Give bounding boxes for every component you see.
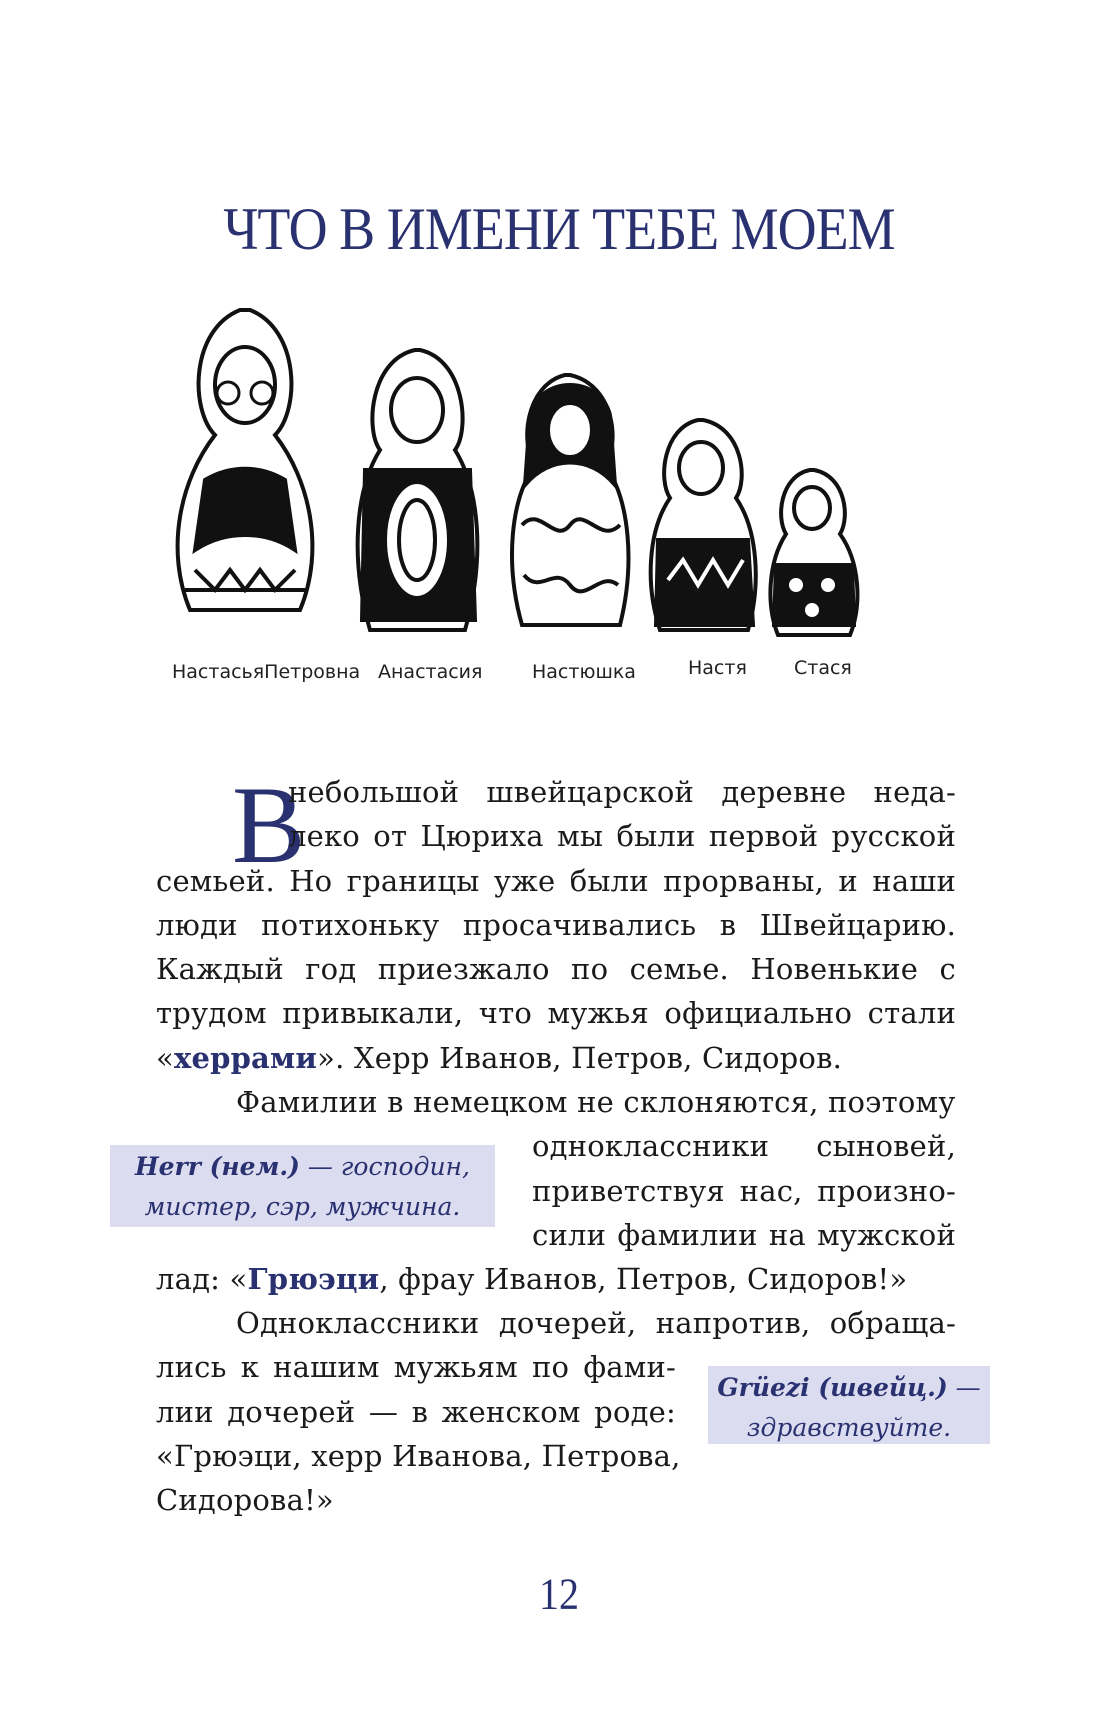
text-line: сили фамилии на мужской bbox=[532, 1217, 956, 1252]
matryoshka-illustration bbox=[170, 290, 950, 750]
text-line: лись к нашим мужьям по фами- bbox=[156, 1350, 676, 1385]
sidenote-herr: Herr (нем.) — господин, мистер, сэр, мужчина. bbox=[110, 1145, 495, 1227]
sidenote-gruezi: Grüezi (швейц.) — здравствуйте. bbox=[708, 1366, 990, 1444]
doll-nastya bbox=[651, 420, 756, 630]
sidenote-term: Herr (нем.) bbox=[135, 1152, 300, 1181]
glossary-term: Грюэци bbox=[247, 1262, 380, 1297]
text-line: Фамилии в немецком не склоняются, поэтому bbox=[236, 1085, 956, 1119]
text-line: «херрами». Херр Иванов, Петров, Сидоров. bbox=[156, 1040, 843, 1075]
text-line: лии дочерей — в женском роде: bbox=[156, 1394, 676, 1429]
doll-stasya bbox=[770, 470, 857, 635]
doll-label-5: Стася bbox=[794, 657, 852, 679]
doll-label-2: Анастасия bbox=[378, 661, 483, 683]
doll-anastasia bbox=[358, 350, 478, 630]
doll-label-3: Настюшка bbox=[532, 661, 636, 683]
text-line: небольшой швейцарской деревне неда- bbox=[288, 775, 956, 809]
glossary-term: херрами bbox=[173, 1040, 318, 1075]
text-line: одноклассники сыновей, bbox=[532, 1129, 956, 1164]
page-number: 12 bbox=[539, 1568, 579, 1619]
text-line: Одноклассники дочерей, напротив, обраща- bbox=[236, 1306, 956, 1340]
text-line: леко от Цюриха мы были первой русской bbox=[288, 819, 956, 854]
text-line: трудом привыкали, что мужья официально стали bbox=[156, 996, 956, 1031]
text-line: приветствуя нас, произно- bbox=[532, 1173, 956, 1208]
doll-label-4: Настя bbox=[688, 657, 747, 679]
doll-nastasya-petrovna bbox=[178, 310, 313, 610]
doll-label-1: НастасьяПетровна bbox=[172, 661, 361, 683]
text-line: семьей. Но границы уже были прорваны, и наши bbox=[156, 863, 956, 898]
text-line: лад: «Грюэци, фрау Иванов, Петров, Сидоров!» bbox=[156, 1262, 908, 1297]
page-title: ЧТО В ИМЕНИ ТЕБЕ МОЕМ bbox=[223, 195, 895, 263]
drop-cap: В bbox=[232, 764, 306, 886]
text-line: Каждый год приезжало по семье. Новенькие с bbox=[156, 952, 956, 987]
sidenote-term: Grüezi (швейц.) bbox=[717, 1373, 948, 1402]
text-line: «Грюэци, херр Иванова, Петрова, bbox=[156, 1438, 681, 1473]
text-line: люди потихоньку просачивались в Швейцарию. bbox=[156, 907, 956, 942]
doll-nastyushka bbox=[512, 375, 628, 625]
paragraph-1 bbox=[156, 764, 956, 1080]
text-line: Сидорова!» bbox=[156, 1483, 334, 1518]
